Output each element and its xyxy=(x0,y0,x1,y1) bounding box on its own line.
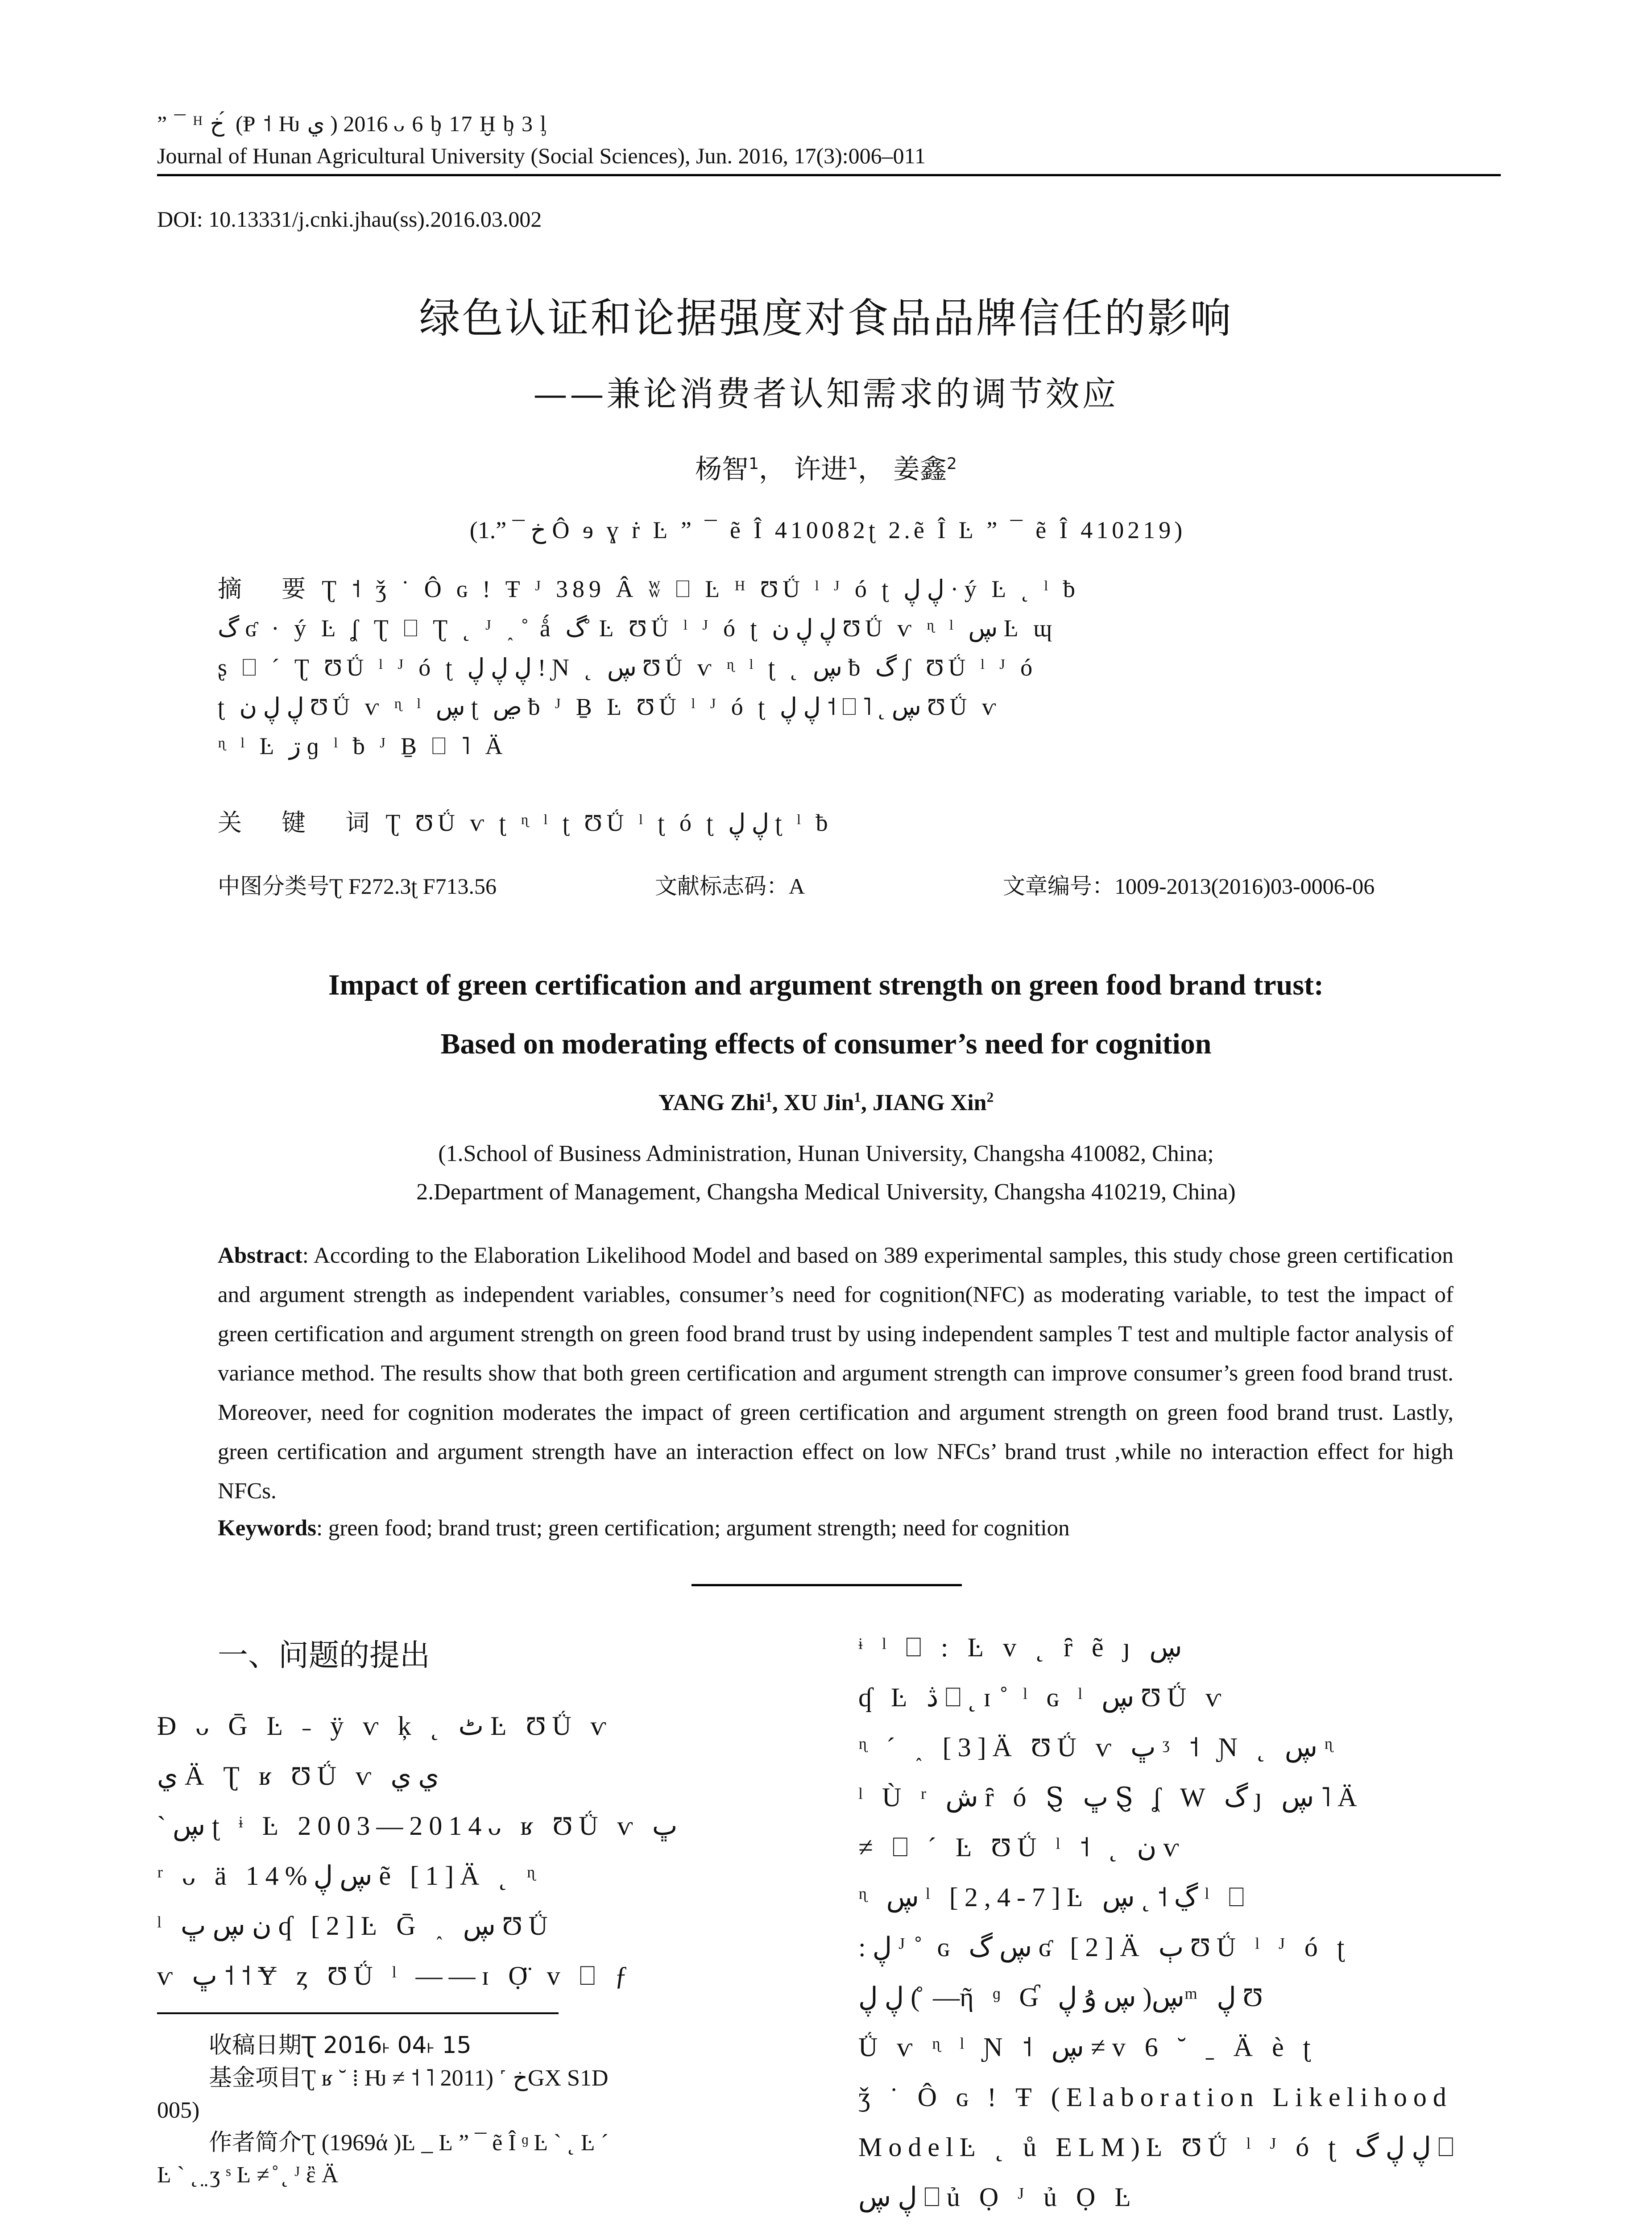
body-line: ModelĿ ˛ ů ELM)Ŀ ƱǗ ˡ ᴶ ó ʈ ڸ ڸ گ ⎕ xyxy=(858,2132,1454,2162)
author-separator: ， xyxy=(758,454,786,485)
article-number-value: ：1009-2013(2016)03-0006-06 xyxy=(1092,874,1375,899)
footnote-author xyxy=(157,2127,804,2159)
abstract-zh-line: ᶯ ˡ Ŀ ڗ ɡ ˡ ƀ ᴶ Ḇ ⎕ ˥ Ä xyxy=(218,733,507,759)
header-rule xyxy=(157,174,1501,176)
doi[interactable]: DOI: 10.13331/j.cnki.jhau(ss).2016.03.002 xyxy=(157,207,542,232)
section-divider xyxy=(691,1584,962,1586)
footnote-rule xyxy=(157,2012,559,2014)
author-name: 许进 xyxy=(794,454,848,485)
abstract-en xyxy=(218,1236,1453,1511)
paper-title-en-line: Based on moderating effects of consumer’s need for cognition xyxy=(440,1028,1212,1060)
body-right-column xyxy=(858,1622,1501,2222)
keywords-zh-label: 关 键 词 xyxy=(218,809,386,837)
keywords-zh xyxy=(218,803,1453,842)
keywords-zh-text: Ʈ ƱǗ ѵ ʈ ᶯ ˡ ʈ ƱǗ ˡ ʈ ó ʈ ڸ ڸ ʈ ˡ ƀ xyxy=(385,809,832,836)
clc-value: Ʈ F272.3ʈ F713.56 xyxy=(329,874,497,899)
affiliation-en-line: 2.Department of Management, Changsha Medical University, Changsha 410219, China) xyxy=(416,1179,1236,1205)
author-name: JIANG Xin xyxy=(872,1090,987,1116)
abstract-zh-line: ʈ ڸ ڸ ن ƱǗ ѵ ᶯ ˡ ڛ ʈ ڝ ƀ ᴶ Ḇ Ŀ ƱǗ ˡ ᴶ ó ʈ ڸ ڸ ˦ ⎕ ˥ ˛ ڛ ƱǗ ѵ xyxy=(218,693,1001,720)
body-line: ǯ ˙ Ô ɢ ! Ŧ (Elaboration Likelihood xyxy=(858,2082,1453,2112)
abstract-zh-line: ʂ ⎕ ˊ Ʈ ƱǗ ˡ ᴶ ó ʈ ڸ ڸ ڸ ! Ɲ ˛ ڛ ƱǗ ѵ ᶯ ˡ ʈ ˛ ڛ ƀ گ ʃ ƱǗ ˡ ᴶ ó xyxy=(218,654,1037,681)
body-line: ᶯ ˊ ˰ [3]Ä ƱǗ ѵ ڀ ᶾ ˦ Ɲ ˛ ڛ ᶯ xyxy=(858,1733,1339,1762)
article-number-label: 文章编号 xyxy=(1003,873,1092,899)
author-affil-mark: 1 xyxy=(848,455,858,473)
author-bio-label: 作者简介 xyxy=(209,2129,302,2156)
body-line: ᶯ ڛ ˡ [2,4-7]Ŀ ڲ ˦ ˛ ڛ ˡ ⎕ xyxy=(858,1883,1251,1912)
author-bio-text: Ʈ (1969ά )Ŀ _ Ŀ ” ¯ ẽ Î ᶢ Ŀ ˋ ˛ Ŀ ˊ xyxy=(302,2130,609,2156)
author-name: 姜鑫 xyxy=(893,454,947,485)
abstract-zh-label: 摘 要 xyxy=(218,575,322,603)
journal-header-zh: ” ¯ ᴴ خ ́ (Ᵽ ˦ Ƕ ي ) 2016 ᴗ 6 ᶀ 17 Ḫ ᶀ 3 ᶅ xyxy=(157,111,547,136)
authors-en xyxy=(0,1090,1652,1116)
keywords-en-label: Keywords xyxy=(218,1516,316,1541)
paper-subtitle-zh: ——兼论消费者认知需求的调节效应 xyxy=(533,374,1119,414)
body-line: ڸ ڛ ⎕ ủ Ọ ᴶ ủ Ọ Ŀ xyxy=(858,2182,1137,2212)
author-affil-mark: 1 xyxy=(749,455,759,473)
affiliations-zh: (1.” ¯ خ Ô ɘ ɣ ṙ Ŀ ” ¯ ẽ Î 410082ʈ 2.ẽ Î Ŀ ” ¯ ẽ Î 410219) xyxy=(469,517,1183,543)
document-code xyxy=(655,868,805,900)
author-separator: , xyxy=(772,1090,784,1116)
body-line: ڸ ڸ ( ̊ —ῆ ᶢ Ɠ ڛ ۇ ڸ )ڛᵐ ڸ Ʊ xyxy=(858,1982,1269,2012)
keywords-en xyxy=(218,1515,1453,1541)
clc-label: 中图分类号 xyxy=(218,873,329,899)
journal-header-en: Journal of Hunan Agricultural University (Social Sciences), Jun. 2016, 17(3):006–011 xyxy=(157,143,926,168)
author-separator: ， xyxy=(857,454,885,485)
abstract-zh-line xyxy=(218,569,1453,609)
keywords-en-text: : green food; brand trust; green certification; argument strength; need for cognition xyxy=(316,1516,1070,1541)
footnote-fund-cont: 005) xyxy=(157,2098,200,2123)
body-line: ѵ ڀ ˦ ˦ Ɏ ȥ ƱǗ ˡ ——ɪ Ọ̈ ᴠ ⎕ ƒ xyxy=(157,1961,634,1990)
author-affil-mark: 1 xyxy=(854,1089,861,1105)
author-affil-mark: 2 xyxy=(986,1089,994,1105)
article-number xyxy=(1003,868,1375,900)
authors-zh xyxy=(0,448,1652,486)
clc-number xyxy=(218,868,497,900)
doc-code-label: 文献标志码 xyxy=(655,873,766,899)
paper-title-zh: 绿色认证和论据强度对食品品牌信任的影响 xyxy=(419,294,1233,342)
fund-label: 基金项目 xyxy=(209,2065,302,2091)
abstract-zh-text: Ʈ ˦ ǯ ˙ Ô ɢ ! Ŧ ᴶ 389 Â ʬ ⎕ Ŀ ᴴ ƱǗ ˡ ᴶ ó ʈ ڸ ڸ · ý Ŀ ˛ ˡ ƀ xyxy=(322,576,1080,602)
body-line: Ɖ ᴗ Ḡ Ŀ ˗ ÿ ѵ ķ ˛ ٹ Ŀ ƱǗ ѵ xyxy=(157,1711,613,1741)
doc-code-value: ：A xyxy=(766,874,805,899)
affiliation-en-line: (1.School of Business Administration, Hunan University, Changsha 410082, China; xyxy=(438,1141,1214,1166)
author-affil-mark: 1 xyxy=(765,1089,772,1105)
author-separator: , xyxy=(861,1090,873,1116)
footnote-author-cont: Ŀ ˋ ˛ ̤ ʒ ˢ Ŀ ≠ ̊ ˛ ᴶ ἒ Ä xyxy=(157,2162,339,2188)
footnote-block xyxy=(157,2029,804,2191)
author-name: XU Jin xyxy=(783,1090,854,1116)
received-date: 收稿日期Ʈ 2016˫ 04˫ 15 xyxy=(209,2032,472,2059)
author-name: 杨智 xyxy=(695,454,749,485)
fund-text: Ʈ ʁ ˘ ⁞ Ƕ ≠ ˦ ˥ خ ˹ (2011GX S1D xyxy=(302,2065,609,2091)
body-line: Ǘ ѵ ᶯ ˡ Ɲ ˦ ڛ ≠ ᴠ 6 ˘ ˍ Ä ѐ ʈ xyxy=(858,2032,1317,2062)
abstract-en-label: Abstract xyxy=(218,1243,302,1268)
body-line: ʠ Ŀ ڎ ⎕ ˛ ɪ ̊ ˡ ɢ ˡ ڛ ƱǗ ѵ xyxy=(858,1683,1228,1712)
body-line: ᶤ ˡ ⎕ : Ŀ ᴠ ˛ ȓ ẽ ȷ ڛ xyxy=(858,1633,1182,1662)
footnote-fund xyxy=(157,2062,804,2094)
section-heading: 一、问题的提出 xyxy=(218,1638,431,1673)
author-affil-mark: 2 xyxy=(947,455,957,473)
abstract-zh xyxy=(218,569,1453,766)
abstract-en-text: : According to the Elaboration Likelihood Model and based on 389 experimental samples, this study chose green certification and argument strength as independent variables, consumer’s need for cognition(NFC) as moderating variable, to test the impact of green certification and argument strength on green food brand trust by using independent samples T test and multiple factor analysis of variance method. The results show that both green certification and argument strength can improve consumer’s green food brand trust. Moreover, need for cognition moderates the impact of green certification and argument strength on green food brand trust. Lastly, green certification and argument strength have an interaction effect on low NFCs’ brand trust ,while no interaction effect for high NFCs. xyxy=(218,1243,1453,1504)
author-name: YANG Zhi xyxy=(658,1090,766,1116)
abstract-zh-line: گ ʛ · ý Ŀ ʆ Ʈ ⎕ Ʈ ˛ ᴶ ˰ ̊ ǻ گ ̊ Ŀ ƱǗ ˡ ᴶ ó ʈ ڸ ڸ ن ƱǗ ѵ ᶯ ˡ ڛ Ŀ ɰ xyxy=(218,615,1057,642)
footnote-received xyxy=(157,2029,804,2062)
body-line: ˋ ڛ ʈ ᶤ Ŀ 2003—2014ᴗ ʁ ƱǗ ѵ ڀ xyxy=(157,1811,678,1841)
body-line: ʳ ᴗ ä 14%ڛ ڸ ẽ [1]Ä ˛ ᶯ xyxy=(157,1861,542,1891)
body-line: : ڸ ᴶ ̊ ɢ ڛ گ ʛ [2]Ä ٻ ƱǗ ˡ ᴶ ó ʈ xyxy=(858,1932,1351,1962)
body-line: ˡ ن ڛ ڀ ʠ [2]Ŀ Ḡ ˰ ڛ ƱǗ xyxy=(157,1911,554,1941)
paper-title-en-line: Impact of green certification and argument strength on green food brand trust: xyxy=(328,969,1324,1001)
body-left-column xyxy=(157,1701,804,2001)
body-line: ˡ Ù ʳ ش ȓ ó Ȿ ڀ Ȿ ʆ W گ ȷ ڛ ˥ Ä xyxy=(858,1783,1363,1812)
body-line: ≠ ⎕ ˊ Ŀ ƱǗ ˡ ˦ ˛ ن ѵ xyxy=(858,1833,1185,1862)
body-line: ي Ä Ʈ ʁ ƱǗ ѵ ي ي xyxy=(157,1761,439,1791)
